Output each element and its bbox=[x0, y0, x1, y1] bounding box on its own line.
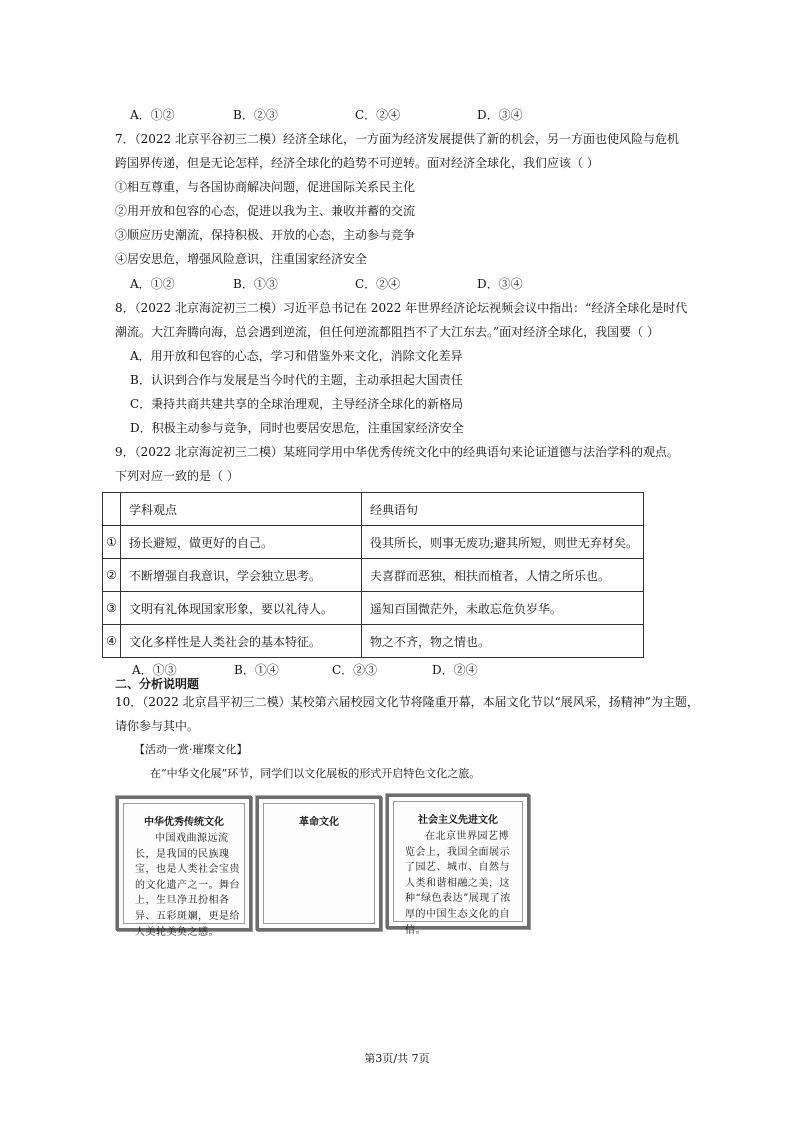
row-num: ② bbox=[103, 559, 121, 592]
row-view: 不断增强自我意识，学会独立思考。 bbox=[121, 559, 362, 592]
q9-option-b: B．①④ bbox=[234, 663, 279, 677]
q7-stem-line2: 跨国界传递，但是无论怎样，经济全球化的趋势不可逆转。面对经济全球化，我们应该（ ） bbox=[115, 156, 599, 170]
q9-option-d: D．②④ bbox=[432, 663, 478, 677]
row-quote: 夫喜群而恶独，相扶而植者，人情之所乐也。 bbox=[362, 559, 644, 592]
table-row bbox=[103, 526, 644, 559]
q10-activity-title: 【活动一赏·璀璨文化】 bbox=[134, 743, 248, 756]
q8-option-a: A．用开放和包容的心态，学习和借鉴外来文化，消除文化差异 bbox=[130, 349, 463, 363]
row-num: ① bbox=[103, 526, 121, 559]
q9-option-a: A．①③ bbox=[132, 663, 177, 677]
board-text: 中国戏曲源远流长，是我国的民族瑰宝，也是人类社会宝贵的文化遗产之一。舞台上，生旦净丑扮相各异、五彩斑斓，更是给人美轮美奂之感。 bbox=[135, 833, 240, 938]
row-num: ③ bbox=[103, 592, 121, 625]
q7-item-4: ④居安思危，增强风险意识，注重国家经济安全 bbox=[115, 252, 368, 266]
row-view: 文化多样性是人类社会的基本特征。 bbox=[121, 625, 362, 658]
q6-option-d: D．③④ bbox=[477, 108, 523, 122]
table-row bbox=[103, 625, 644, 658]
q7-option-c: C．②④ bbox=[355, 277, 401, 291]
q7-option-a: A．①② bbox=[130, 277, 175, 291]
row-quote: 遥知百国微茫外，未敢忘危负岁华。 bbox=[362, 592, 644, 625]
q7-option-d: D．③④ bbox=[477, 277, 523, 291]
q7-stem-line1: 7．（2022 北京平谷初三二模）经济全球化，一方面为经济发展提供了新的机会，另一方面也使风险与危机 bbox=[115, 132, 679, 146]
row-view: 扬长避短，做更好的自己。 bbox=[121, 526, 362, 559]
table-header-quote: 经典语句 bbox=[362, 493, 644, 526]
q8-option-d: D．积极主动参与竞争，同时也要居安思危，注重国家经济安全 bbox=[130, 421, 464, 435]
row-view: 文明有礼体现国家形象，要以礼待人。 bbox=[121, 592, 362, 625]
q6-option-b: B．②③ bbox=[233, 108, 278, 122]
q9-stem-line2: 下列对应一致的是（ ） bbox=[115, 469, 239, 483]
q7-item-2: ②用开放和包容的心态，促进以我为主、兼收并蓄的交流 bbox=[115, 204, 416, 218]
q7-item-3: ③顺应历史潮流，保持积极、开放的心态，主动参与竞争 bbox=[115, 228, 416, 242]
q6-option-c: C．②④ bbox=[355, 108, 401, 122]
q8-stem-line2: 潮流。大江奔腾向海，总会遇到逆流，但任何逆流都阻挡不了大江东去。”面对经济全球化，我国要（ ） bbox=[115, 325, 659, 339]
board-text: 在北京世界园艺博览会上，我国全面展示了园艺、城市、自然与人类和谐相融之美，这种“绿色表达”展现了浓厚的中国生态文化的自信。 bbox=[405, 831, 511, 936]
culture-board-revolutionary bbox=[256, 796, 382, 931]
board-title: 中华优秀传统文化 bbox=[144, 817, 224, 828]
q10-stem-line2: 请你参与其中。 bbox=[115, 719, 200, 733]
q6-option-a: A．①② bbox=[130, 108, 175, 122]
culture-board-socialist bbox=[386, 794, 530, 936]
board-title: 社会主义先进文化 bbox=[418, 815, 498, 826]
q8-stem-line1: 8．（2022 北京海淀初三二模）习近平总书记在 2022 年世界经济论坛视频会议中指出：“经济全球化是时代 bbox=[115, 301, 688, 315]
table-header-row bbox=[103, 493, 644, 526]
q10-stem-line1: 10．（2022 北京昌平初三二模）某校第六届校园文化节将隆重开幕，本届文化节以“展风采，扬精神”为主题， bbox=[115, 695, 699, 709]
q9-stem-line1: 9．（2022 北京海淀初三二模）某班同学用中华优秀传统文化中的经典语句来论证道德与法治学科的观点。 bbox=[115, 445, 679, 459]
q10-activity-intro: 在“中华文化展”环节，同学们以文化展板的形式开启特色文化之旅。 bbox=[150, 767, 481, 780]
culture-board-traditional bbox=[116, 796, 252, 938]
row-quote: 役其所长，则事无废功;避其所短，则世无弃材矣。 bbox=[362, 526, 644, 559]
row-num: ④ bbox=[103, 625, 121, 658]
table-row bbox=[103, 592, 644, 625]
q7-option-b: B．①③ bbox=[233, 277, 278, 291]
q8-option-b: B．认识到合作与发展是当今时代的主题，主动承担起大国责任 bbox=[130, 373, 463, 387]
page-number: 第3页/共 7页 bbox=[364, 1052, 430, 1065]
table-row bbox=[103, 559, 644, 592]
board-title: 革命文化 bbox=[299, 817, 339, 828]
table-header-num bbox=[103, 493, 121, 526]
q9-table bbox=[102, 492, 644, 658]
table-header-view: 学科观点 bbox=[121, 493, 362, 526]
q9-option-c: C．②③ bbox=[332, 663, 378, 677]
q8-option-c: C．秉持共商共建共享的全球治理观，主导经济全球化的新格局 bbox=[130, 397, 464, 411]
section-title: 二、分析说明题 bbox=[115, 677, 200, 691]
row-quote: 物之不齐，物之情也。 bbox=[362, 625, 644, 658]
q7-item-1: ①相互尊重，与各国协商解决问题，促进国际关系民主化 bbox=[115, 180, 416, 194]
